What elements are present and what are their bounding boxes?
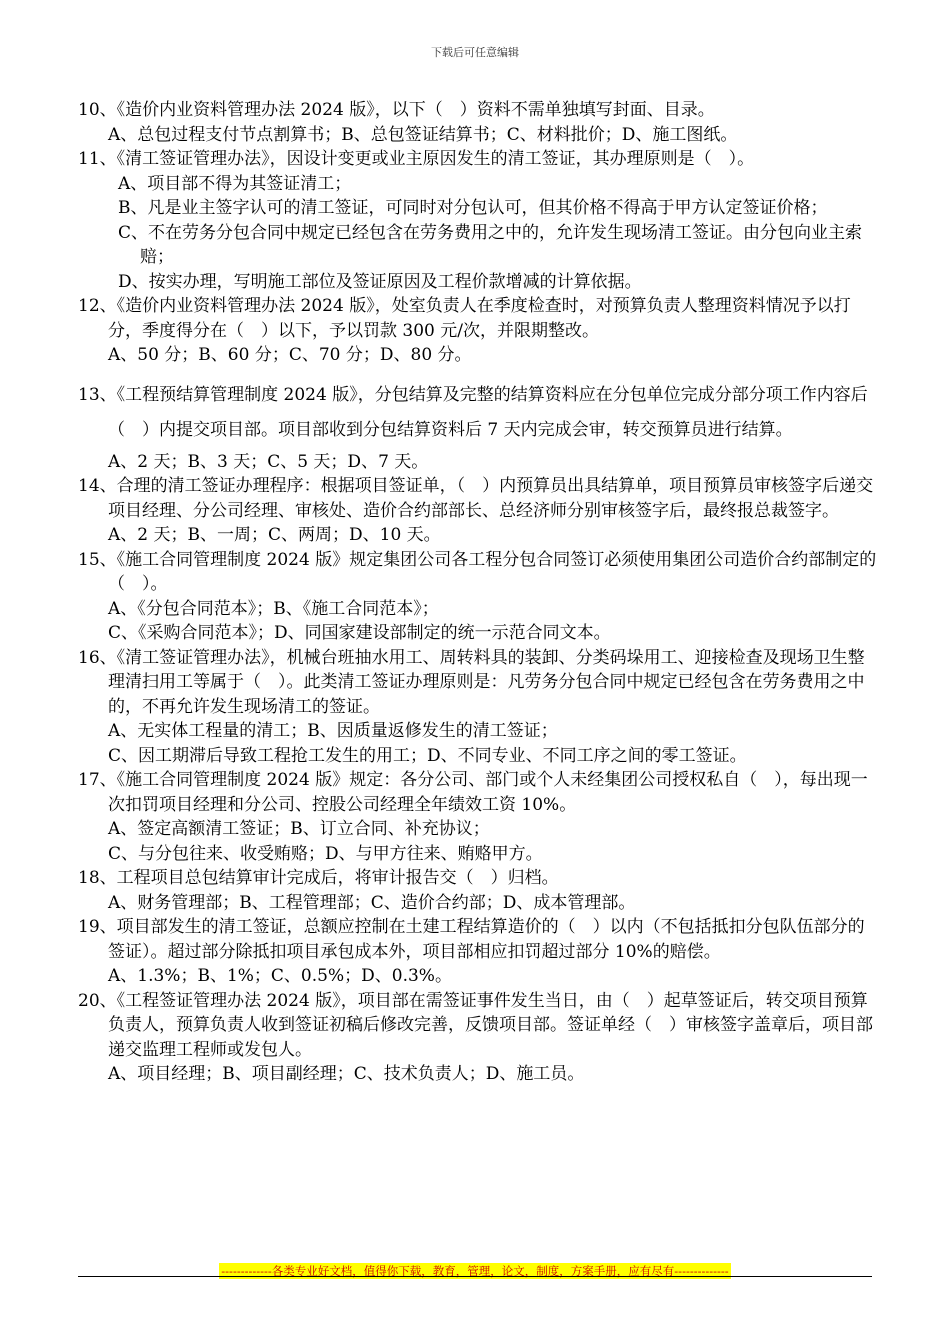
question-16: 16、《清工签证管理办法》，机械台班抽水用工、周转料具的装卸、分类码垛用工、迎接检查及现场卫生整理清扫用工等属于（ ）。此类清工签证办理原则是：凡劳务分包合同中规定已经包含在劳务费用之中的，不再允许发生现场清工的签证。 (78, 647, 865, 717)
question-11-option-d: D、按实办理，写明施工部位及签证原因及工程价款增减的计算依据。 (118, 271, 642, 292)
question-20-options: A、项目经理；B、项目副经理；C、技术负责人；D、施工员。 (108, 1064, 585, 1084)
question-14-options: A、2 天；B、一周；C、两周；D、10 天。 (108, 525, 441, 545)
question-16-options-cd: C、因工期滞后导致工程抢工发生的用工；D、不同专业、不同工序之间的零工签证。 (108, 745, 747, 766)
question-15-options-cd: C、《采购合同范本》；D、同国家建设部制定的统一示范合同文本。 (108, 623, 611, 643)
question-15: 15、《施工合同管理制度 2024 版》规定集团公司各工程分包合同签订必须使用集团公司造价合约部制定的（ ）。 (78, 549, 877, 594)
question-17: 17、《施工合同管理制度 2024 版》规定：各分公司、部门或个人未经集团公司授权私自（ ），每出现一次扣罚项目经理和分公司、控股公司经理全年绩效工资 10%。 (78, 770, 868, 815)
question-11-option-b: B、凡是业主签字认可的清工签证，可同时对分包认可，但其价格不得高于甲方认定签证价格； (118, 198, 828, 218)
question-14: 14、合理的清工签证办理程序：根据项目签证单，（ ）内预算员出具结算单，项目预算员审核签字后递交项目经理、分公司经理、审核处、造价合约部部长、总经济师分别审核签字后，最终报总裁签字。 (78, 476, 874, 521)
page-header: 下载后可任意编辑 (431, 46, 519, 59)
question-10: 10、《造价内业资料管理办法 2024 版》，以下（ ）资料不需单独填写封面、目录。 (78, 100, 715, 120)
question-11-option-c: C、不在劳务分包合同中规定已经包含在劳务费用之中的，允许发生现场清工签证。由分包向业主索赔； (118, 222, 863, 267)
question-20: 20、《工程签证管理办法 2024 版》，项目部在需签证事件发生当日，由（ ）起草签证后，转交项目预算负责人，预算负责人收到签证初稿后修改完善，反馈项目部。签证单经（ ）审核签字盖章后，项目部递交监理工程师或发包人。 (78, 990, 873, 1060)
question-18: 18、工程项目总包结算审计完成后，将审计报告交（ ）归档。 (78, 868, 559, 888)
question-15-options-ab: A、《分包合同范本》；B、《施工合同范本》； (108, 598, 439, 619)
question-12-options: A、50 分；B、60 分；C、70 分；D、80 分。 (108, 345, 472, 365)
footer-banner-text: -------------各类专业好文档，值得你下载，教育，管理，论文，制度，方案手册，应有尽有-------------- (221, 1264, 729, 1278)
question-18-options: A、财务管理部；B、工程管理部；C、造价合约部；D、成本管理部。 (108, 892, 636, 913)
question-19-options: A、1.3%；B、1%；C、0.5%；D、0.3%。 (108, 966, 452, 986)
question-12: 12、《造价内业资料管理办法 2024 版》，处室负责人在季度检查时，对预算负责人整理资料情况予以打分，季度得分在（ ）以下，予以罚款 300 元/次，并限期整改。 (78, 296, 851, 341)
question-13-options: A、2 天；B、3 天；C、5 天；D、7 天。 (108, 451, 429, 472)
question-17-options-cd: C、与分包往来、收受贿赂；D、与甲方往来、贿赂甲方。 (108, 843, 543, 864)
question-16-options-ab: A、无实体工程量的清工；B、因质量返修发生的清工签证； (108, 721, 558, 741)
question-19: 19、项目部发生的清工签证，总额应控制在土建工程结算造价的（ ）以内（不包括抵扣分包队伍部分的签证）。超过部分除抵扣项目承包成本外，项目部相应扣罚超过部分 10%的赔偿。 (78, 917, 865, 962)
question-11: 11、《清工签证管理办法》，因设计变更或业主原因发生的清工签证，其办理原则是（ ）。 (78, 149, 755, 169)
question-11-option-a: A、项目部不得为其签证清工； (118, 173, 352, 194)
question-13: 13、《工程预结算管理制度 2024 版》，分包结算及完整的结算资料应在分包单位完成分部分项工作内容后（ ）内提交项目部。项目部收到分包结算资料后 7 天内完成会审，转交预算员进行结算。 (78, 384, 868, 440)
footer-divider (78, 1276, 872, 1277)
question-10-options: A、总包过程支付节点割算书；B、总包签证结算书；C、材料批价；D、施工图纸。 (108, 124, 738, 145)
document-body (78, 98, 878, 1087)
question-17-options-ab: A、签定高额清工签证；B、订立合同、补充协议； (108, 819, 490, 839)
